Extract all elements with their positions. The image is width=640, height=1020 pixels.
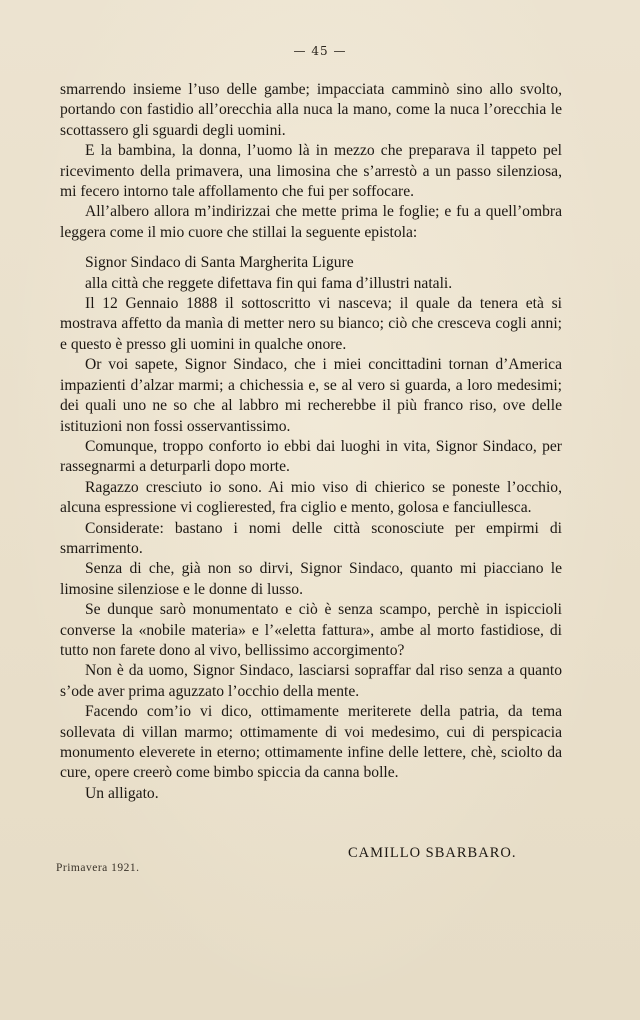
page-number: — 45 — — [293, 44, 347, 58]
body-text — [60, 80, 562, 804]
letter-paragraph: Or voi sapete, Signor Sindaco, che i miei concittadini tornan d’America impazienti d’alzar marmi; a chichessia e, se al vero si guarda, a loro medesimi; dei quali uno ne so che al labbro mi recherebbe il più franco riso, ove delle istituzioni non fossi osservantissimo. — [60, 356, 562, 435]
letter-paragraph: Facendo com’io vi dico, ottimamente meriterete della patria, da tema sollevata di villan marmo; ottimamente di voi medesimo, cui di perspicacia monumento eleverete in eterno; ottimamente infine delle lettere, chè, sciolto da cure, opere creerò come bimbo spiccia da canna bolle. — [60, 703, 562, 782]
letter-paragraph: Il 12 Gennaio 1888 il sottoscritto vi nasceva; il quale da tenera età si mostrava affetto da manìa di metter nero su bianco; ciò che cresceva cogli anni; e questo è presso gli uomini in qualche onore. — [60, 295, 562, 353]
letter-paragraph: Se dunque sarò monumentato e ciò è senza scampo, perchè in ispiccioli converse la «nobile materia» e l’«eletta fattura», ambe al morto fastidiose, di tutto non farete dono al vivo, bellissimo accorgimento? — [60, 601, 562, 659]
letter-enclosure: Un alligato. — [85, 784, 159, 802]
letter-paragraph: Non è da uomo, Signor Sindaco, lasciarsi sopraffar dal riso senza a quanto s’ode aver prima aguzzato l’occhio della mente. — [60, 662, 562, 700]
letter-addressee: Signor Sindaco di Santa Margherita Ligure — [85, 254, 354, 272]
author-signature: CAMILLO SBARBARO. — [348, 845, 517, 861]
dateline: Primavera 1921. — [56, 862, 140, 874]
paragraph: All’albero allora m’indirizzai che mette prima le foglie; e fu a quell’ombra leggera come il mio cuore che stillai la seguente epistola: — [60, 203, 562, 241]
letter-paragraph: Considerate: bastano i nomi delle città sconosciute per empirmi di smarrimento. — [60, 519, 562, 557]
letter-paragraph: Ragazzo cresciuto io sono. Ai mio viso di chierico se poneste l’occhio, alcuna espressione vi coglierested, fra ciglio e mento, golosa e fanciullesca. — [60, 478, 562, 517]
letter-salutation: alla città che reggete difettava fin qui fama d’illustri natali. — [85, 274, 453, 292]
section-gap — [60, 243, 562, 253]
letter-paragraph: Comunque, troppo conforto io ebbi dai luoghi in vita, Signor Sindaco, per rassegnarmi a deturparli dopo morte. — [60, 437, 562, 476]
paragraph: E la bambina, la donna, l’uomo là in mezzo che preparava il tappeto pel ricevimento della primavera, una limosina che s’arrestò a un passo silenziosa, mi fecero intorno tale affollamento che fui per soffocare. — [60, 142, 562, 201]
letter-paragraph: Senza di che, già non so dirvi, Signor Sindaco, quanto mi piacciano le limosine silenziose e le donne di lusso. — [60, 560, 562, 598]
paragraph: smarrendo insieme l’uso delle gambe; impacciata camminò sino allo svolto, portando con fastidio all’orecchia alla nuca la mano, come la nuca l’orecchia le scottassero gli sguardi degli uomini. — [60, 81, 562, 139]
